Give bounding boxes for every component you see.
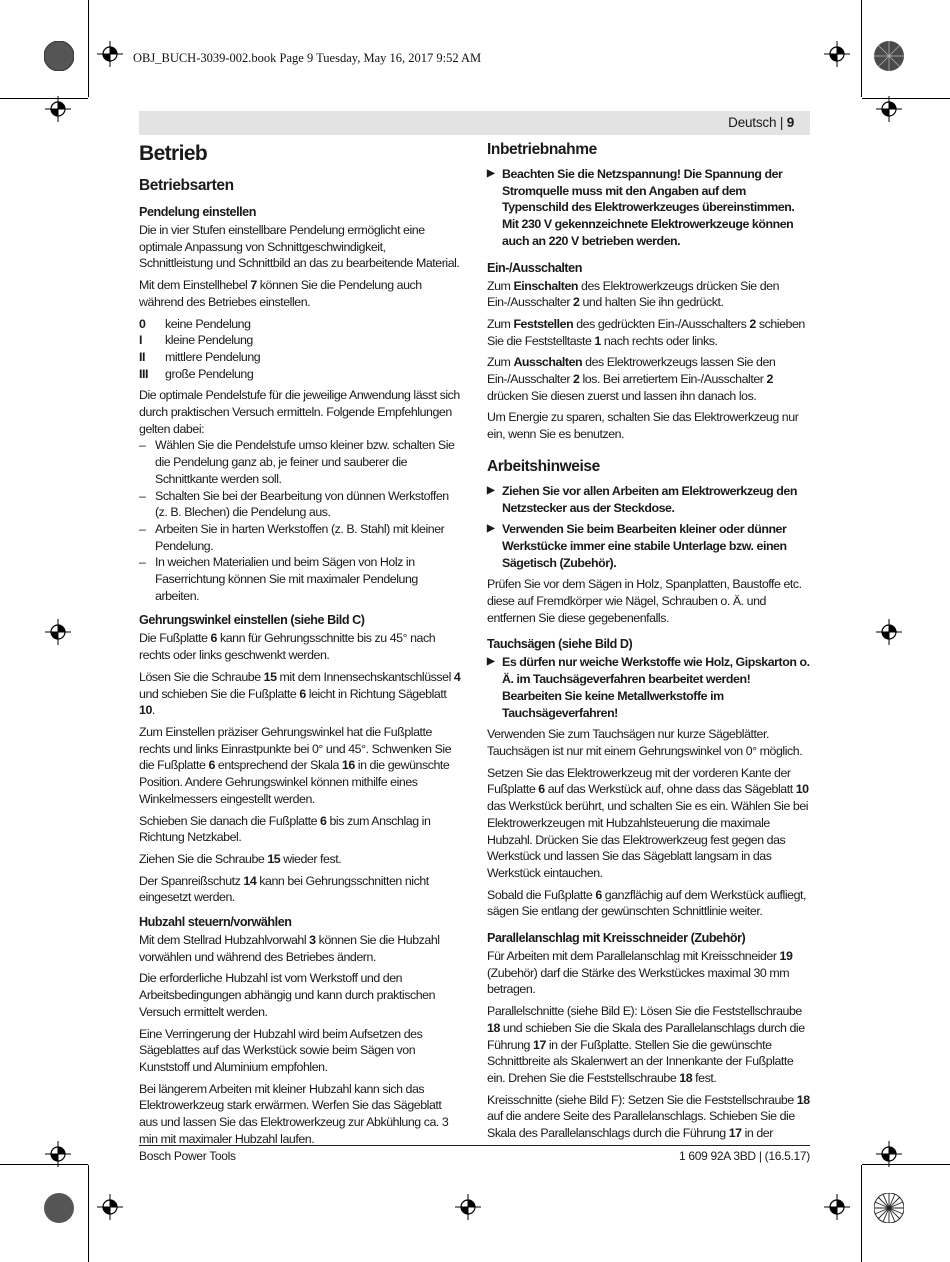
arrow-icon: ▶ xyxy=(487,523,495,535)
warning-item: ▶ Beachten Sie die Netzspannung! Die Spannung der Stromquelle muss mit den Angaben auf dem Typenschild des Elektrowerkzeuges übereinstimmen. Mit 230 V gekennzeichnete Elektrowerkzeuge können auch an 220 V betrieben werden. xyxy=(487,167,795,248)
hubzahl-para-3: Eine Verringerung der Hubzahl wird beim Aufsetzen des Sägeblattes auf das Werkstück sowie beim Sägen von Kunststoff und Aluminium empfohlen. xyxy=(139,1026,423,1074)
registration-mark-top-right xyxy=(824,41,850,67)
gehrungswinkel-heading: Gehrungswinkel einstellen (siehe Bild C) xyxy=(139,613,365,628)
parallel-para-3: Kreisschnitte (siehe Bild F): Setzen Sie die Feststellschraube 18 auf die andere Seite des Parallelanschlags. Schieben Sie die Skala des Parallelanschlags durch die Führung 17 in der xyxy=(487,1092,810,1141)
running-header xyxy=(139,111,810,135)
gehrung-para-5: Ziehen Sie die Schraube 15 wieder fest. xyxy=(139,851,342,866)
tauch-para-3: Sobald die Fußplatte 6 ganzflächig auf dem Werkstück aufliegt, sägen Sie entlang der gewünschten Schnittlinie weiter. xyxy=(487,887,807,919)
arbeit-para-1: Prüfen Sie vor dem Sägen in Holz, Spanplatten, Baustoffe etc. diese auf Fremdkörper wie Nägel, Schrauben o. Ä. und entfernen Sie diese gegebenenfalls. xyxy=(487,577,802,625)
gehrung-para-4: Schieben Sie danach die Fußplatte 6 bis zum Anschlag in Richtung Netzkabel. xyxy=(139,813,431,845)
hubzahl-para-4: Bei längerem Arbeiten mit kleiner Hubzahl kann sich das Elektrowerkzeug stark erwärmen. Werfen Sie das Sägeblatt aus und lassen Sie das Elektrowerkzeug zur Abkühlung ca. 3 min mit maximaler Hubzahl laufen. xyxy=(139,1081,449,1146)
page-number: 9 xyxy=(786,115,794,130)
registration-mark-left-top xyxy=(45,96,71,122)
arrow-icon: ▶ xyxy=(487,656,495,668)
registration-mark-left-bottom xyxy=(45,1141,71,1167)
list-item: – Schalten Sie bei der Bearbeitung von dünnen Werkstoffen (z. B. Blechen) die Pendelung aus. xyxy=(139,488,449,520)
registration-mark-right-top xyxy=(876,96,902,122)
list-item: – Arbeiten Sie in harten Werkstoffen (z. B. Stahl) mit kleiner Pendelung. xyxy=(139,521,445,553)
pendelung-recommendations xyxy=(139,437,462,604)
ein-para-1: Zum Einschalten des Elektrowerkzeugs drücken Sie den Ein-/Ausschalter 2 und halten Sie ihn gedrückt. xyxy=(487,278,780,310)
star-target-bottom-right xyxy=(874,1193,904,1223)
mode-item: 0 keine Pendelung xyxy=(139,316,251,331)
pendelung-para-3: Die optimale Pendelstufe für die jeweilige Anwendung lässt sich durch praktischen Versuch ermitteln. Folgende Empfehlungen gelten dabei: xyxy=(139,388,460,436)
page-footer xyxy=(139,1145,810,1163)
header-text xyxy=(728,115,794,130)
pendelung-para-2: Mit dem Einstellhebel 7 können Sie die Pendelung auch während des Betriebes einstellen. xyxy=(139,278,422,309)
tauchsaegen-heading: Tauchsägen (siehe Bild D) xyxy=(487,637,633,652)
ein-para-3: Zum Ausschalten des Elektrowerkzeugs lassen Sie den Ein-/Ausschalter 2 los. Bei arretiertem Ein-/Ausschalter 2 drücken Sie diesen zuerst und lassen ihn danach los. xyxy=(487,355,776,403)
header-language: Deutsch xyxy=(728,115,777,130)
parallel-para-2: Parallelschnitte (siehe Bild E): Lösen Sie die Feststellschraube 18 und schieben Sie die Skala des Parallelanschlags durch die Führung 17 in der Fußplatte. Stellen Sie die gewünschte Schnittbreite als Skalenwert an der Innenkante der Fußplatte ein. Drehen Sie die Feststellschraube 18 fest. xyxy=(487,1004,805,1085)
header-separator: | xyxy=(776,115,787,130)
list-item: – In weichen Materialien und beim Sägen von Holz in Faserrichtung können Sie mit maximaler Pendelung arbeiten. xyxy=(139,555,418,603)
color-dot-bottom-left xyxy=(44,1193,74,1223)
tauch-para-1: Verwenden Sie zum Tauchsägen nur kurze Sägeblätter. Tauchsägen ist nur mit einem Gehrungswinkel von 0° möglich. xyxy=(487,727,803,758)
arrow-icon: ▶ xyxy=(487,168,495,179)
registration-mark-left-middle xyxy=(45,619,71,645)
pendelung-modes xyxy=(139,316,462,383)
hubzahl-para-2: Die erforderliche Hubzahl ist vom Werkstoff und den Arbeitsbedingungen abhängig und kann durch praktischen Versuch ermittelt werden. xyxy=(139,971,436,1019)
registration-mark-bottom-right xyxy=(824,1194,850,1220)
gehrung-para-2: Lösen Sie die Schraube 15 mit dem Innensechskantschlüssel 4 und schieben Sie die Fußplatte 6 leicht in Richtung Sägeblatt 10. xyxy=(139,669,461,718)
pendelung-para-1: Die in vier Stufen einstellbare Pendelung ermöglicht eine optimale Anpassung von Schnittgeschwindigkeit, Schnittleistung und Schnittbild an das zu bearbeitende Material. xyxy=(139,223,460,271)
hubzahl-para-1: Mit dem Stellrad Hubzahlvorwahl 3 können Sie die Hubzahl vorwählen und während des Betriebes ändern. xyxy=(139,933,440,964)
footer-brand: Bosch Power Tools xyxy=(139,1149,236,1163)
registration-mark-bottom-center xyxy=(455,1194,481,1220)
right-column xyxy=(487,140,810,1147)
list-item: – Wählen Sie die Pendelstufe umso kleiner bzw. schalten Sie die Pendelung ganz ab, je feiner und sauberer die Schnittkante werden soll. xyxy=(139,438,455,486)
ein-para-4: Um Energie zu sparen, schalten Sie das Elektrowerkzeug nur ein, wenn Sie es benutzen. xyxy=(487,410,799,442)
gehrung-para-1: Die Fußplatte 6 kann für Gehrungsschnitte bis zu 45° nach rechts oder links geschwenkt werden. xyxy=(139,631,436,663)
warning-item: ▶ Verwenden Sie beim Bearbeiten kleiner oder dünner Werkstücke immer eine stabile Unterlage bzw. einen Sägetisch (Zubehör). xyxy=(487,522,787,570)
ein-para-2: Zum Feststellen des gedrückten Ein-/Ausschalters 2 schieben Sie die Feststelltaste 1 nach rechts oder links. xyxy=(487,316,805,348)
parallel-para-1: Für Arbeiten mit dem Parallelanschlag mit Kreisschneider 19 (Zubehör) darf die Stärke des Werkstückes maximal 30 mm betragen. xyxy=(487,949,793,997)
mode-item: II mittlere Pendelung xyxy=(139,349,261,364)
left-column xyxy=(139,140,462,1152)
gehrung-para-6: Der Spanreißschutz 14 kann bei Gehrungsschnitten nicht eingesetzt werden. xyxy=(139,873,429,905)
gehrung-para-3: Zum Einstellen präziser Gehrungswinkel hat die Fußplatte rechts und links Einrastpunkte bei 0° und 45°. Schwenken Sie die Fußplatte 6 entsprechend der Skala 16 in die gewünschte Position. Andere Gehrungswinkel können mithilfe eines Winkelmessers eingestellt werden. xyxy=(139,724,452,806)
registration-mark-right-middle xyxy=(876,619,902,645)
arrow-icon: ▶ xyxy=(487,484,495,496)
footer-code: 1 609 92A 3BD | (16.5.17) xyxy=(678,1149,810,1163)
registration-mark-right-bottom xyxy=(876,1141,902,1167)
inbetriebnahme-heading: Inbetriebnahme xyxy=(487,141,597,158)
warning-item: ▶ Ziehen Sie vor allen Arbeiten am Elektrowerkzeug den Netzstecker aus der Steckdose. xyxy=(487,483,797,515)
betriebsarten-heading: Betriebsarten xyxy=(139,177,234,194)
ein-ausschalten-heading: Ein-/Ausschalten xyxy=(487,260,582,275)
registration-mark-bottom-left xyxy=(97,1194,123,1220)
parallelanschlag-heading: Parallelanschlag mit Kreisschneider (Zubehör) xyxy=(487,931,746,946)
print-slug: OBJ_BUCH-3039-002.book Page 9 Tuesday, May 16, 2017 9:52 AM xyxy=(133,51,482,65)
arbeitshinweise-heading: Arbeitshinweise xyxy=(487,457,600,475)
hubzahl-heading: Hubzahl steuern/vorwählen xyxy=(139,915,292,930)
warning-item: ▶ Es dürfen nur weiche Werkstoffe wie Holz, Gipskarton o. Ä. im Tauchsägeverfahren bearbeitet werden! Bearbeiten Sie keine Metallwerkstoffe im Tauchsägeverfahren! xyxy=(487,655,810,720)
mode-item: III große Pendelung xyxy=(139,366,254,381)
tauch-para-2: Setzen Sie das Elektrowerkzeug mit der vorderen Kante der Fußplatte 6 auf das Werkstück auf, ohne dass das Sägeblatt 10 das Werkstück berührt, und schalten Sie es ein. Wählen Sie bei Elektrowerkzeugen mit Hubzahlsteuerung die maximale Hubzahl. Drücken Sie das Elektrowerkzeug fest gegen das Werkstück und lassen Sie das Sägeblatt langsam in das Werkstück eintauchen. xyxy=(487,765,809,880)
color-dot-top-left xyxy=(44,41,74,71)
pendelung-heading: Pendelung einstellen xyxy=(139,205,256,219)
star-target-top-right xyxy=(874,41,904,71)
mode-item: I kleine Pendelung xyxy=(139,333,253,348)
section-title: Betrieb xyxy=(139,142,208,165)
registration-mark-top-left xyxy=(97,41,123,67)
